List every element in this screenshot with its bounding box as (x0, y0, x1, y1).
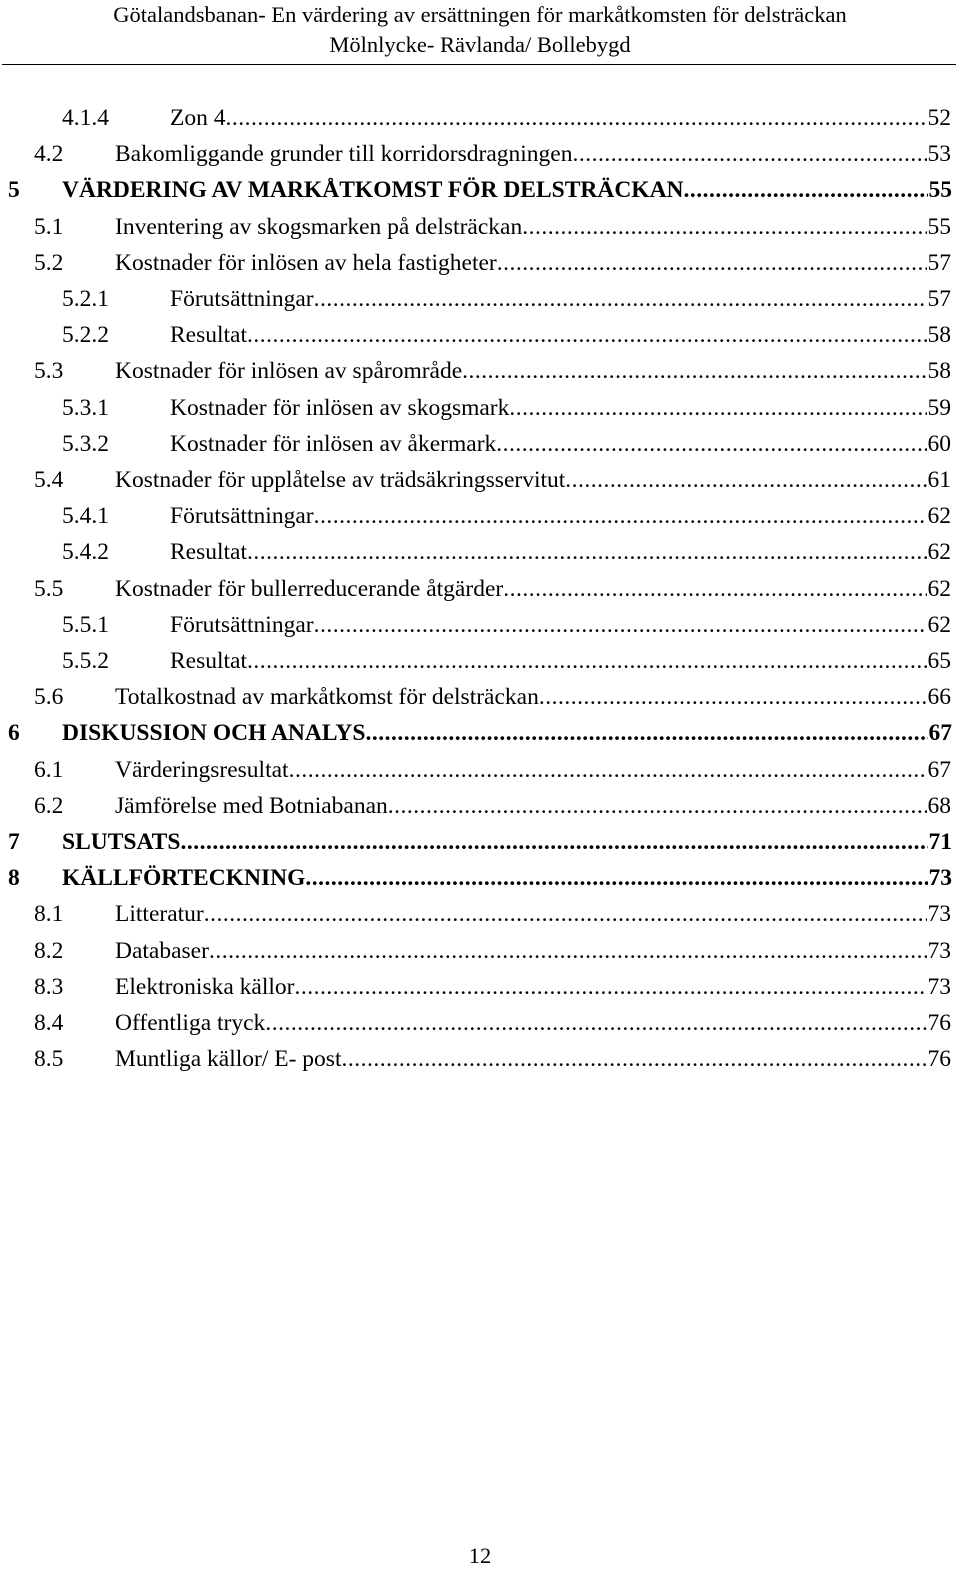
toc-entry-title: Kostnader för inlösen av hela fastigheter (115, 249, 497, 276)
toc-entry-page: 52 (927, 105, 951, 131)
toc-entry-line (115, 897, 951, 931)
page-number: 12 (468, 1543, 492, 1568)
toc-entry-page: 57 (927, 249, 951, 276)
toc-entry-line (115, 970, 951, 1004)
toc-entry-line (170, 499, 951, 533)
toc-entry-number: 5 (8, 177, 20, 204)
toc-entry-title: Kostnader för bullerreducerande åtgärder (115, 575, 504, 602)
toc-entry-title: Resultat (170, 322, 248, 349)
header-rule (2, 64, 956, 65)
toc-entry-title: Värderingsresultat (115, 756, 289, 783)
toc-entry-number: 5.4.2 (62, 539, 109, 566)
toc-entry-line (115, 246, 951, 280)
toc-entry[interactable] (0, 137, 960, 171)
toc-entry-title: Offentliga tryck (115, 1010, 266, 1036)
toc-entry-page: 62 (927, 611, 951, 638)
toc-dot-leader (462, 354, 926, 388)
toc-entry[interactable] (0, 753, 960, 787)
toc-entry-title: Elektroniska källor (115, 973, 295, 1000)
toc-entry-line (115, 789, 951, 823)
toc-entry[interactable] (0, 644, 960, 678)
toc-dot-leader (265, 1006, 926, 1040)
toc-entry-page: 62 (927, 539, 951, 566)
toc-entry[interactable] (0, 210, 960, 244)
toc-dot-leader (509, 391, 926, 425)
toc-entry-line (62, 716, 952, 750)
toc-entry-page: 71 (928, 829, 952, 855)
toc-entry-line (62, 825, 952, 859)
toc-entry-page: 76 (927, 1046, 951, 1073)
toc-entry-line (170, 427, 951, 461)
toc-entry-title: VÄRDERING AV MARKÅTKOMST FÖR DELSTRÄCKAN (62, 177, 684, 204)
toc-entry-line (115, 572, 951, 606)
toc-dot-leader (314, 282, 927, 316)
toc-entry[interactable] (0, 934, 960, 968)
toc-entry-page: 73 (927, 973, 951, 1000)
toc-dot-leader (180, 825, 927, 859)
toc-entry[interactable] (0, 716, 960, 750)
toc-entry-page: 58 (927, 322, 951, 349)
toc-entry-number: 6 (8, 720, 20, 747)
toc-entry[interactable] (0, 825, 960, 859)
toc-entry-title: Resultat (170, 648, 248, 674)
toc-entry-title: Kostnader för inlösen av åkermark (170, 430, 497, 457)
toc-entry[interactable] (0, 101, 960, 135)
toc-dot-leader (388, 789, 927, 823)
toc-entry-line (62, 173, 952, 207)
toc-dot-leader (496, 427, 926, 461)
toc-entry-title: SLUTSATS (62, 829, 181, 855)
toc-dot-leader (497, 246, 927, 280)
toc-entry-number: 4.1.4 (62, 105, 109, 131)
toc-dot-leader (365, 716, 927, 750)
toc-entry-number: 8.4 (34, 1010, 64, 1036)
toc-entry-title: Kostnader för inlösen av spårområde (115, 358, 463, 385)
toc-entry[interactable] (0, 391, 960, 425)
toc-entry-line (115, 934, 951, 968)
toc-entry-line (170, 282, 951, 316)
toc-entry-line (115, 753, 951, 787)
toc-dot-leader (247, 644, 926, 678)
toc-entry-title: DISKUSSION OCH ANALYS (62, 720, 366, 747)
toc-entry-line (115, 680, 951, 714)
toc-dot-leader (225, 101, 926, 135)
toc-entry-line (115, 1006, 951, 1040)
toc-entry-title: Förutsättningar (170, 503, 314, 530)
toc-entry-title: Zon 4 (170, 105, 226, 131)
toc-entry-line (170, 318, 951, 352)
toc-entry-title: Databaser (115, 937, 209, 964)
toc-entry-page: 73 (927, 901, 951, 928)
toc-entry[interactable] (0, 246, 960, 280)
toc-entry-title: Förutsättningar (170, 611, 314, 638)
toc-entry-page: 67 (928, 720, 952, 747)
running-header (0, 0, 960, 60)
toc-entry-page: 62 (927, 503, 951, 530)
toc-entry-page: 66 (927, 684, 951, 711)
toc-dot-leader (684, 173, 928, 207)
toc-entry-number: 5.5.1 (62, 611, 109, 638)
toc-entry[interactable] (0, 572, 960, 606)
toc-entry-page: 76 (927, 1010, 951, 1036)
toc-entry[interactable] (0, 499, 960, 533)
toc-entry-number: 8.2 (34, 937, 64, 964)
toc-entry[interactable] (0, 463, 960, 497)
toc-dot-leader (209, 934, 927, 968)
toc-entry-page: 57 (927, 286, 951, 312)
toc-entry[interactable] (0, 173, 960, 207)
header-title-line-1: Götalandsbanan- En värdering av ersättningen för markåtkomsten för delsträckan (113, 2, 847, 27)
toc-entry[interactable] (0, 680, 960, 714)
toc-entry-number: 7 (8, 829, 20, 855)
toc-entry[interactable] (0, 970, 960, 1004)
toc-entry-line (115, 354, 951, 388)
toc-entry-page: 61 (927, 467, 951, 493)
toc-entry-line (170, 644, 951, 678)
toc-entry-number: 5.5.2 (62, 648, 109, 674)
toc-entry-number: 5.1 (34, 213, 64, 240)
toc-entry-page: 58 (927, 358, 951, 385)
toc-entry-page: 53 (927, 141, 951, 168)
toc-entry-title: Jämförelse med Botniabanan (115, 792, 388, 819)
toc-entry-title: Litteratur (115, 901, 204, 928)
toc-entry-number: 8.1 (34, 901, 64, 928)
toc-entry-number: 5.3.1 (62, 394, 109, 421)
toc-entry[interactable] (0, 427, 960, 461)
toc-entry-line (170, 608, 951, 642)
toc-entry-page: 62 (927, 575, 951, 602)
toc-entry-line (115, 137, 951, 171)
toc-entry-number: 5.2 (34, 249, 64, 276)
toc-entry-line (115, 463, 951, 497)
toc-entry-number: 4.2 (34, 141, 64, 168)
toc-entry-line (62, 861, 952, 895)
toc-entry-number: 5.4 (34, 467, 64, 493)
toc-entry-title: Bakomliggande grunder till korridorsdragningen (115, 141, 573, 168)
toc-entry[interactable] (0, 789, 960, 823)
toc-dot-leader (565, 463, 926, 497)
toc-entry-page: 73 (928, 865, 952, 892)
toc-entry-number: 5.3.2 (62, 430, 109, 457)
toc-entry-number: 8 (8, 865, 20, 892)
toc-entry[interactable] (0, 1042, 960, 1076)
toc-dot-leader (294, 970, 926, 1004)
toc-entry-title: Muntliga källor/ E- post (115, 1046, 342, 1073)
toc-entry-number: 8.3 (34, 973, 64, 1000)
toc-entry[interactable] (0, 354, 960, 388)
toc-entry[interactable] (0, 535, 960, 569)
toc-entry-title: Kostnader för upplåtelse av trädsäkringsservitut (115, 467, 566, 493)
toc-entry[interactable] (0, 897, 960, 931)
toc-entry-number: 5.5 (34, 575, 64, 602)
toc-entry-title: KÄLLFÖRTECKNING (62, 865, 306, 892)
header-title-line-2: Mölnlycke- Rävlanda/ Bollebygd (329, 32, 631, 57)
toc-dot-leader (314, 608, 927, 642)
toc-entry-line (115, 210, 951, 244)
toc-dot-leader (289, 753, 927, 787)
toc-entry-line (170, 101, 951, 135)
toc-entry-title: Inventering av skogsmarken på delsträckan (115, 213, 523, 240)
toc-entry[interactable] (0, 282, 960, 316)
toc-dot-leader (503, 572, 926, 606)
toc-entry-number: 5.2.2 (62, 322, 109, 349)
toc-entry-number: 6.2 (34, 792, 64, 819)
toc-entry-page: 55 (927, 213, 951, 240)
toc-dot-leader (522, 210, 926, 244)
toc-entry-page: 65 (927, 648, 951, 674)
toc-entry-line (115, 1042, 951, 1076)
toc-entry-title: Totalkostnad av markåtkomst för delsträckan (115, 684, 539, 711)
toc-entry-number: 6.1 (34, 756, 64, 783)
toc-dot-leader (247, 318, 926, 352)
toc-dot-leader (539, 680, 927, 714)
toc-dot-leader (247, 535, 926, 569)
toc-dot-leader (305, 861, 927, 895)
toc-dot-leader (314, 499, 927, 533)
toc-dot-leader (342, 1042, 927, 1076)
toc-entry[interactable] (0, 1006, 960, 1040)
toc-entry-number: 5.2.1 (62, 286, 109, 312)
toc-entry-page: 60 (927, 430, 951, 457)
toc-entry[interactable] (0, 318, 960, 352)
toc-entry-page: 55 (928, 177, 952, 204)
toc-entry[interactable] (0, 608, 960, 642)
toc-entry-page: 73 (927, 937, 951, 964)
toc-entry-title: Förutsättningar (170, 286, 314, 312)
toc-entry[interactable] (0, 861, 960, 895)
toc-entry-page: 68 (927, 792, 951, 819)
toc-entry-number: 5.3 (34, 358, 64, 385)
toc-dot-leader (573, 137, 927, 171)
toc-entry-number: 8.5 (34, 1046, 64, 1073)
toc-entry-number: 5.6 (34, 684, 64, 711)
toc-dot-leader (204, 897, 927, 931)
toc-entry-line (170, 391, 951, 425)
toc-entry-line (170, 535, 951, 569)
toc-entry-title: Kostnader för inlösen av skogsmark (170, 394, 510, 421)
toc-entry-number: 5.4.1 (62, 503, 109, 530)
toc-entry-page: 67 (927, 756, 951, 783)
toc-entry-page: 59 (927, 394, 951, 421)
toc-entry-title: Resultat (170, 539, 248, 566)
